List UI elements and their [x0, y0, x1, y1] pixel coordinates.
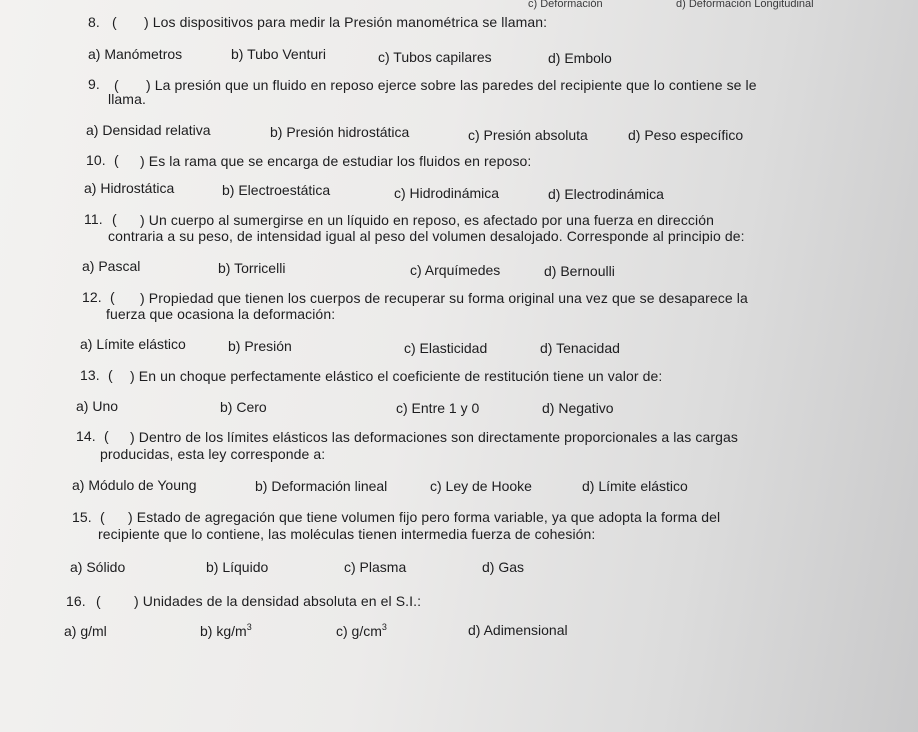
option-c[interactable]: c) Arquímedes: [410, 262, 501, 278]
question-number: 14.: [76, 428, 96, 444]
question-number: 15.: [72, 509, 92, 525]
option-a[interactable]: a) Manómetros: [88, 46, 183, 62]
question-text: ) Dentro de los límites elásticos las deformaciones son directamente proporcionales a las cargas: [130, 429, 738, 445]
option-c[interactable]: c) Ley de Hooke: [430, 478, 532, 494]
option-b[interactable]: b) Torricelli: [218, 260, 286, 276]
option-a[interactable]: a) g/ml: [64, 623, 107, 639]
question-number: 9.: [88, 76, 100, 92]
answer-blank[interactable]: (: [104, 428, 109, 444]
option-b[interactable]: b) Presión hidrostática: [270, 124, 410, 140]
question-number: 13.: [80, 367, 100, 383]
option-c[interactable]: c) Tubos capilares: [378, 49, 492, 65]
option-d[interactable]: d) Tenacidad: [540, 340, 620, 356]
question-number: 12.: [82, 289, 102, 305]
option-a[interactable]: a) Hidrostática: [84, 180, 175, 196]
question-text-line-2: fuerza que ocasiona la deformación:: [106, 306, 336, 322]
question-text: ) Estado de agregación que tiene volumen fijo pero forma variable, ya que adopta la forma del: [128, 509, 721, 525]
option-d[interactable]: d) Adimensional: [468, 622, 568, 638]
option-a[interactable]: a) Uno: [76, 398, 119, 414]
question-number: 16.: [66, 593, 86, 609]
option-b[interactable]: b) Cero: [220, 399, 267, 415]
option-c[interactable]: c) Presión absoluta: [468, 127, 588, 143]
option-a[interactable]: a) Pascal: [82, 258, 141, 274]
option-text: b) kg/m: [200, 623, 247, 639]
answer-blank[interactable]: (: [114, 152, 119, 168]
answer-blank[interactable]: (: [108, 367, 113, 383]
option-c[interactable]: c) Plasma: [344, 559, 407, 575]
option-d[interactable]: d) Peso específico: [628, 127, 744, 143]
option-d[interactable]: d) Negativo: [542, 400, 614, 416]
option-a[interactable]: a) Sólido: [70, 559, 126, 575]
option-d[interactable]: d) Gas: [482, 559, 525, 575]
question-text-line-2: recipiente que lo contiene, las moléculas tienen intermedia fuerza de cohesión:: [98, 526, 596, 542]
option-d[interactable]: d) Embolo: [548, 50, 612, 66]
question-number: 11.: [84, 211, 103, 227]
option-b[interactable]: b) Deformación lineal: [255, 478, 388, 494]
option-b[interactable]: [200, 623, 252, 639]
option-b[interactable]: b) Tubo Venturi: [231, 46, 326, 62]
superscript: 3: [381, 622, 387, 632]
option-c[interactable]: c) Hidrodinámica: [394, 185, 500, 201]
option-b[interactable]: b) Electroestática: [222, 182, 331, 198]
answer-blank[interactable]: (: [114, 77, 119, 93]
question-text: ) Propiedad que tienen los cuerpos de recuperar su forma original una vez que se desaparece la: [140, 290, 748, 306]
question-number: 8.: [88, 14, 100, 30]
option-c[interactable]: [336, 623, 387, 639]
option-b[interactable]: b) Líquido: [206, 559, 269, 575]
question-text: ) La presión que un fluido en reposo ejerce sobre las paredes del recipiente que lo contiene se le: [146, 77, 757, 93]
answer-blank[interactable]: (: [110, 289, 115, 305]
header-fragment-right: d) Deformación Longitudinal: [676, 0, 814, 10]
question-number: 10.: [86, 152, 106, 168]
option-c[interactable]: c) Entre 1 y 0: [396, 400, 480, 416]
option-d[interactable]: d) Límite elástico: [582, 478, 688, 494]
question-text: ) Unidades de la densidad absoluta en el S.I.:: [134, 593, 422, 609]
option-a[interactable]: a) Densidad relativa: [86, 122, 211, 138]
option-c[interactable]: c) Elasticidad: [404, 340, 488, 356]
question-text: ) Un cuerpo al sumergirse en un líquido en reposo, es afectado por una fuerza en dirección: [140, 212, 715, 228]
answer-blank[interactable]: (: [112, 211, 117, 227]
question-text-line-2: llama.: [108, 91, 146, 107]
option-b[interactable]: b) Presión: [228, 338, 292, 354]
option-d[interactable]: d) Electrodinámica: [548, 186, 664, 202]
superscript: 3: [246, 622, 252, 632]
question-text: ) Es la rama que se encarga de estudiar los fluidos en reposo:: [140, 153, 532, 169]
question-text: ) Los dispositivos para medir la Presión manométrica se llaman:: [144, 14, 548, 30]
option-text: c) g/cm: [336, 623, 382, 639]
answer-blank[interactable]: (: [112, 14, 117, 30]
header-fragment-left: c) Deformación: [528, 0, 603, 10]
option-d[interactable]: d) Bernoulli: [544, 263, 615, 279]
question-text-line-2: contraria a su peso, de intensidad igual al peso del volumen desalojado. Corresponde al principio de:: [108, 228, 745, 244]
option-a[interactable]: a) Módulo de Young: [72, 477, 197, 493]
option-a[interactable]: a) Límite elástico: [80, 336, 186, 352]
answer-blank[interactable]: (: [96, 593, 101, 609]
answer-blank[interactable]: (: [100, 509, 105, 525]
question-text-line-2: producidas, esta ley corresponde a:: [100, 446, 326, 462]
question-text: ) En un choque perfectamente elástico el coeficiente de restitución tiene un valor de:: [130, 368, 663, 384]
